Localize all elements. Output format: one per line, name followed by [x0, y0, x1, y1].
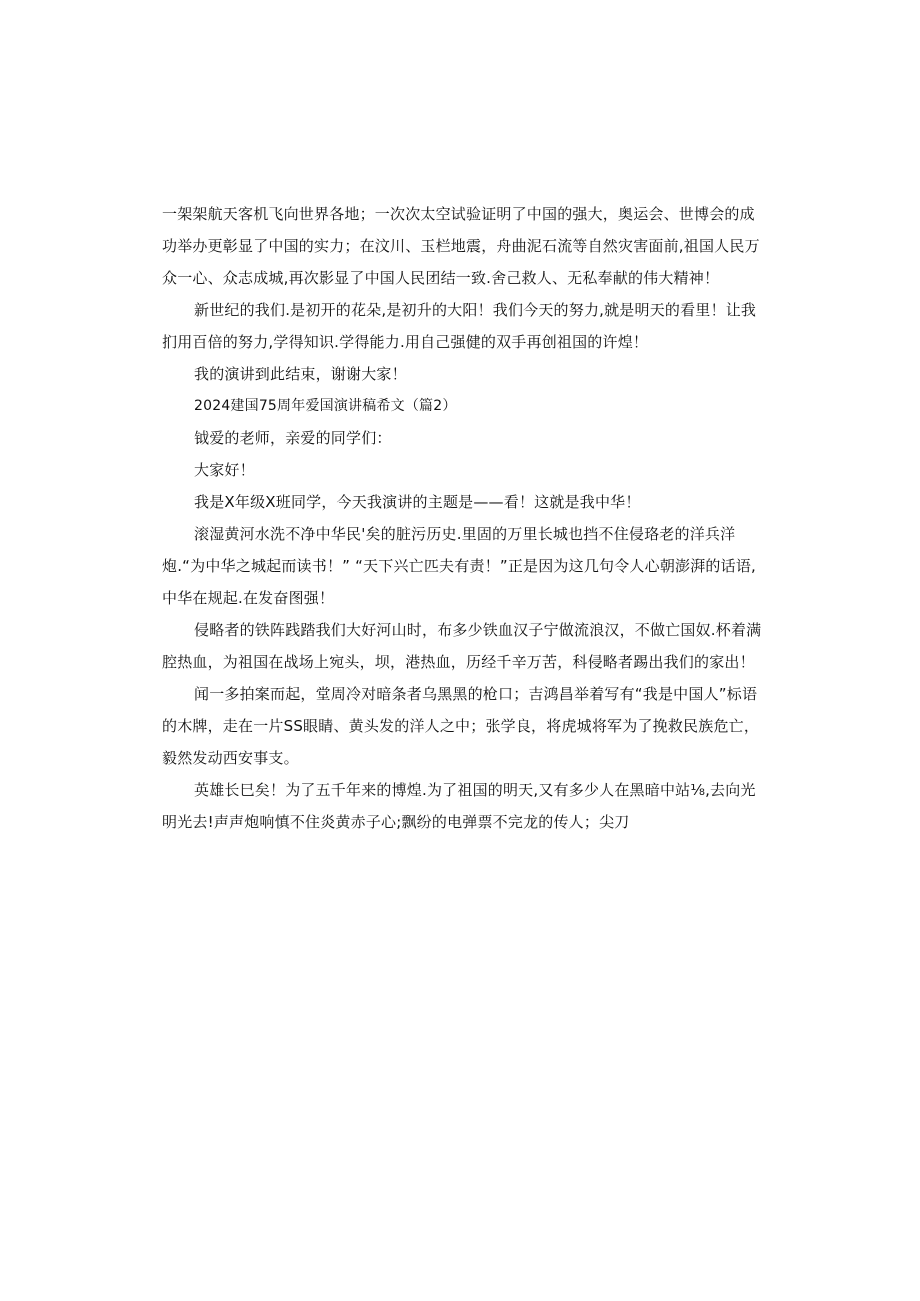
section-title: 2024建国75周年爱国演讲稿希文（篇2）: [194, 398, 457, 414]
paragraph-new-century: 新世纪的我们.是初开的花朵,是初升的大阳！我们今天的努力,就是明天的看里！让我扪用百倍的努力,学得知识.学得能力.用自己强健的双手再创祖国的许煌！: [162, 301, 757, 351]
paragraph-intro: 我是X年级X班同学，今天我演讲的主题是——看！这就是我中华！: [194, 493, 641, 511]
paragraph-history: 滚湿黄河水洗不净中华民'矣的脏污历史.里固的万里长城也挡不住侵珞老的洋兵洋炮.“为中华之城起而读书！” “天下兴亡匹夫有责！”正是因为这几句令人心朝澎湃的话语,中华在规起.在发奋图强！: [162, 525, 756, 607]
paragraph-hello: 大家好！: [194, 461, 255, 479]
paragraph-invaders: 侵略者的铁阵践踏我们大好河山时，布多少铁血汉子宁做流浪汉，不做亡国奴.杯着满腔热血，为祖国在战场上宛头，坝，港热血，历经千辛万苦，科侵略者踢出我们的家出！: [162, 621, 762, 671]
document-body: [162, 198, 762, 838]
paragraph-heroes-continued: 英雄长巳矣！为了五千年来的博煌.为了祖国的明天,又有多少人在黑暗中站⅛,去向光明光去!声声炮响慎不住炎黄赤子心;飘纷的电弹票不完龙的传人；尖刀: [162, 781, 756, 831]
paragraph-achievements: 一架架航天客机飞向世界各地；一次次太空试验证明了中国的强大，奥运会、世博会的成功举办更彰显了中国的实力；在汶川、玉栏地震，舟曲泥石流等自然灾害面前,祖国人民万众一心、众志成城,再次影显了中国人民团结一致.舍己救人、无私奉献的伟大精神！: [162, 205, 760, 287]
paragraph-heroes: 闻一多拍案而起，堂周冷对暗条者乌黑黑的枪口；吉鸿昌举着写有“我是中国人”标语的木牌，走在一片SS眼睛、黄头发的洋人之中；张学良，将虎城将军为了挽救民族危亡，毅然发动西安事支。: [162, 685, 760, 767]
paragraph-closing: 我的演讲到此结束，谢谢大家！: [194, 365, 407, 383]
paragraph-greeting-teachers: 钺爱的老师，亲爱的同学们：: [194, 429, 392, 447]
